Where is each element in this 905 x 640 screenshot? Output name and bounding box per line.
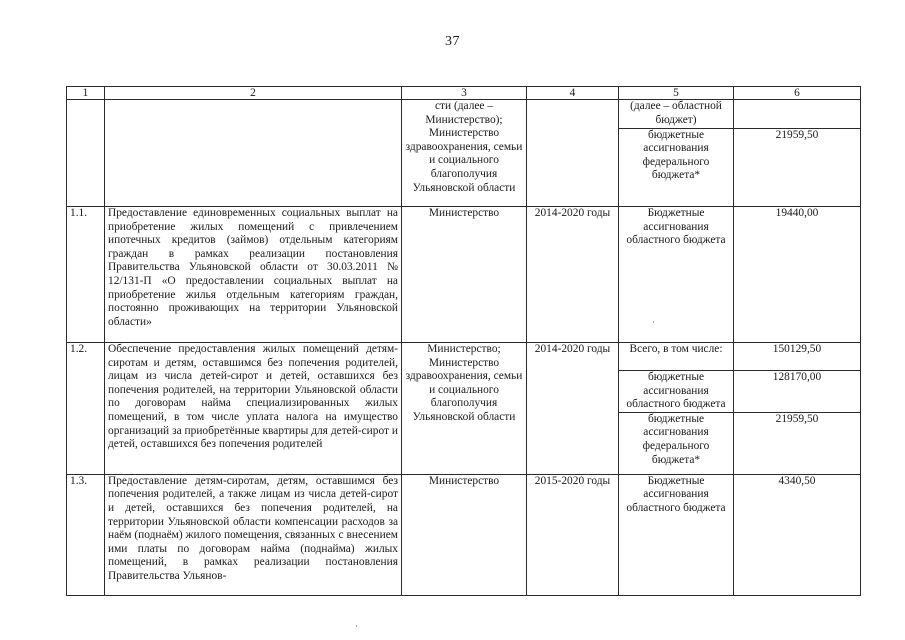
table-header-row <box>67 87 861 100</box>
row-period-cell: 2015-2020 годы <box>527 474 619 595</box>
row-name-cell: Предоставление детям-сиротам, детям, оставшимся без попечения родителей, а также лицам из числа детей-сирот и детей, оставшихся без попечения родителей, на территории Ульяновской области компенсации расходов за наём (поднаём) жилого помещения, связанных с внесением ими платы по договорам найма (поднайма) жилых помещений, в рамках реализации постановления Правительства Ульянов- <box>105 474 402 595</box>
row-name-cell: Предоставление единовременных социальных выплат на приобретение жилых помещений с привлечением ипотечных кредитов (займов) отдельным категориям граждан в рамках реализации постановления Правительства Ульяновской области от 30.03.2011 № 12/131-П «О предоставлении социальных выплат на приобретение жилья отдельным категориям граждан, постоянно проживающих на территории Ульяновской области» <box>105 207 402 343</box>
row-source-cell: Бюджетные ассигнования областного бюджета <box>619 207 734 343</box>
table-row-continuation <box>67 100 861 129</box>
header-cell-1: 1 <box>67 87 105 100</box>
header-cell-5: 5 <box>619 87 734 100</box>
row-period-cell: 2014-2020 годы <box>527 343 619 475</box>
row-name-cell <box>105 100 402 207</box>
scan-speck: · <box>355 622 358 632</box>
row-num-cell: 1.3. <box>67 474 105 595</box>
row-executor-cell: сти (далее – Министерство); Министерство здравоохранения, семьи и социального благополучия Ульяновской области <box>402 100 527 207</box>
row-source-cell: бюджетные ассигнования федерального бюджета* <box>619 128 734 206</box>
page-number: 37 <box>445 34 460 49</box>
row-source-cell: Всего, в том числе: <box>619 343 734 371</box>
row-num-cell: 1.1. <box>67 207 105 343</box>
row-amount-cell: 150129,50 <box>734 343 861 371</box>
row-source-cell: бюджетные ассигнования федерального бюджета* <box>619 412 734 474</box>
header-cell-6: 6 <box>734 87 861 100</box>
row-source-cell: Бюджетные ассигнования областного бюджета <box>619 474 734 595</box>
table-row-1-2 <box>67 343 861 371</box>
row-source-cell: бюджетные ассигнования областного бюджета <box>619 371 734 413</box>
row-amount-cell: 19440,00 <box>734 207 861 343</box>
row-executor-cell: Министерство <box>402 474 527 595</box>
row-name-cell: Обеспечение предоставления жилых помещений детям-сиротам и детям, оставшимся без попечения родителей, лицам из числа детей-сирот и детей, оставшихся без попечения родителей, на территории Ульяновской области по договорам найма специализированных жилых помещений, в том числе уплата налога на имущество организаций за приобретённые квартиры для детей-сирот и детей, оставшихся без попечения родителей <box>105 343 402 475</box>
row-executor-cell: Министерство <box>402 207 527 343</box>
row-executor-cell: Министерство; Министерство здравоохранения, семьи и социального благополучия Ульяновской области <box>402 343 527 475</box>
row-num-cell <box>67 100 105 207</box>
row-amount-cell: 21959,50 <box>734 128 861 206</box>
row-period-cell <box>527 100 619 207</box>
row-amount-cell: 128170,00 <box>734 371 861 413</box>
table-row-1-1 <box>67 207 861 343</box>
table-row-1-3 <box>67 474 861 595</box>
header-cell-2: 2 <box>105 87 402 100</box>
header-cell-4: 4 <box>527 87 619 100</box>
row-amount-cell <box>734 100 861 129</box>
row-amount-cell: 21959,50 <box>734 412 861 474</box>
row-amount-cell: 4340,50 <box>734 474 861 595</box>
row-num-cell: 1.2. <box>67 343 105 475</box>
program-table <box>66 86 861 596</box>
row-source-cell: (далее – областной бюджет) <box>619 100 734 129</box>
header-cell-3: 3 <box>402 87 527 100</box>
row-period-cell: 2014-2020 годы <box>527 207 619 343</box>
scan-speck: · <box>652 318 655 328</box>
